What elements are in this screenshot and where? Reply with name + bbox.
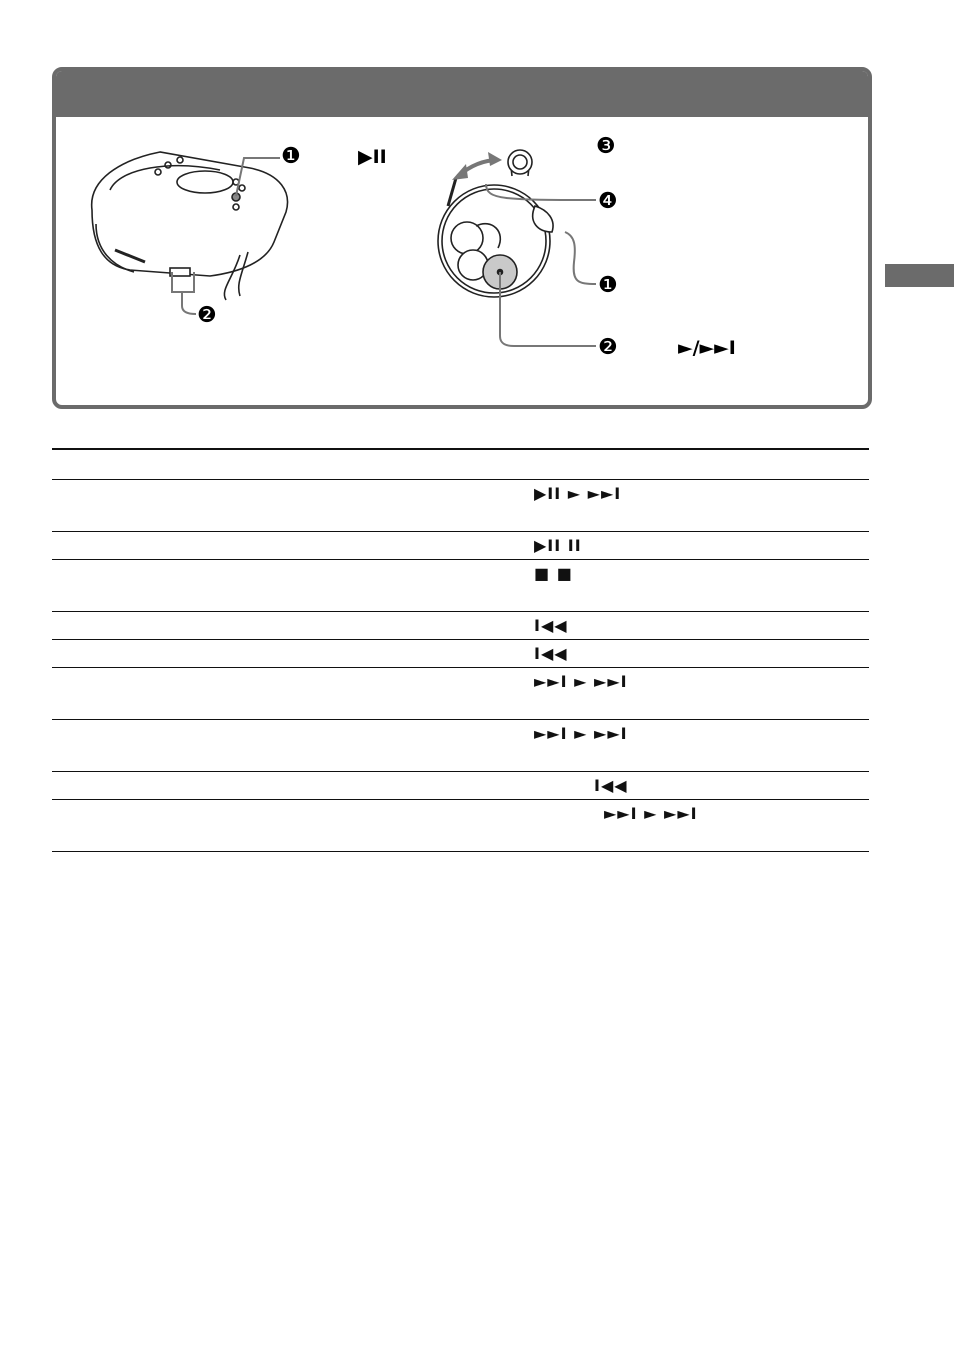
play-next-label: ►/►►I <box>678 337 736 359</box>
table-row <box>52 640 869 668</box>
operation-cell <box>52 560 494 612</box>
action-cell <box>494 560 869 612</box>
table-row <box>52 720 869 772</box>
table-header-row <box>52 449 869 480</box>
table-row <box>52 612 869 640</box>
table-row <box>52 668 869 720</box>
table-row <box>52 772 869 800</box>
action-cell <box>494 668 869 720</box>
operation-cell <box>52 668 494 720</box>
action-cell <box>494 532 869 560</box>
button-symbols: ►►I ► ►►I <box>534 724 628 743</box>
operation-cell <box>52 640 494 668</box>
marker-right-1: ❶ <box>598 273 618 298</box>
button-symbols: ▶II II <box>534 536 582 555</box>
action-cell <box>494 612 869 640</box>
cd-player-drawing <box>92 152 288 300</box>
arrow-head-left <box>452 164 468 180</box>
button-symbols: ►►I ► ►►I <box>604 804 698 823</box>
button-symbols: ■ ■ <box>534 564 573 583</box>
operation-cell <box>52 532 494 560</box>
action-cell <box>494 772 869 800</box>
button-symbols: I◀◀ <box>534 616 568 635</box>
header-cell-action <box>494 449 869 480</box>
device-illustration <box>0 0 954 420</box>
remote-drawing <box>438 150 553 297</box>
button-symbols: I◀◀ <box>534 644 568 663</box>
marker-right-2: ❷ <box>598 335 618 360</box>
header-cell-operation <box>52 449 494 480</box>
action-cell <box>494 720 869 772</box>
table-row <box>52 800 869 852</box>
leader-line-left-2 <box>182 292 196 314</box>
marker-right-3: ❸ <box>596 134 616 159</box>
table-row <box>52 480 869 532</box>
operation-cell <box>52 720 494 772</box>
operations-table <box>52 448 869 852</box>
operation-cell <box>52 480 494 532</box>
marker-right-4: ❹ <box>598 189 618 214</box>
operation-cell <box>52 800 494 852</box>
arrow-head-right <box>488 152 502 166</box>
marker-left-1: ❶ <box>281 144 301 169</box>
table-row <box>52 560 869 612</box>
marker-left-2: ❷ <box>197 303 217 328</box>
button-symbols: ►►I ► ►►I <box>534 672 628 691</box>
action-cell <box>494 800 869 852</box>
action-cell <box>494 640 869 668</box>
leader-line-right-1 <box>565 232 596 284</box>
action-cell <box>494 480 869 532</box>
table-row <box>52 532 869 560</box>
button-symbols: I◀◀ <box>594 776 628 795</box>
button-symbols: ▶II ► ►►I <box>534 484 622 503</box>
operation-cell <box>52 772 494 800</box>
play-pause-label: ▶II <box>358 146 387 168</box>
operation-cell <box>52 612 494 640</box>
